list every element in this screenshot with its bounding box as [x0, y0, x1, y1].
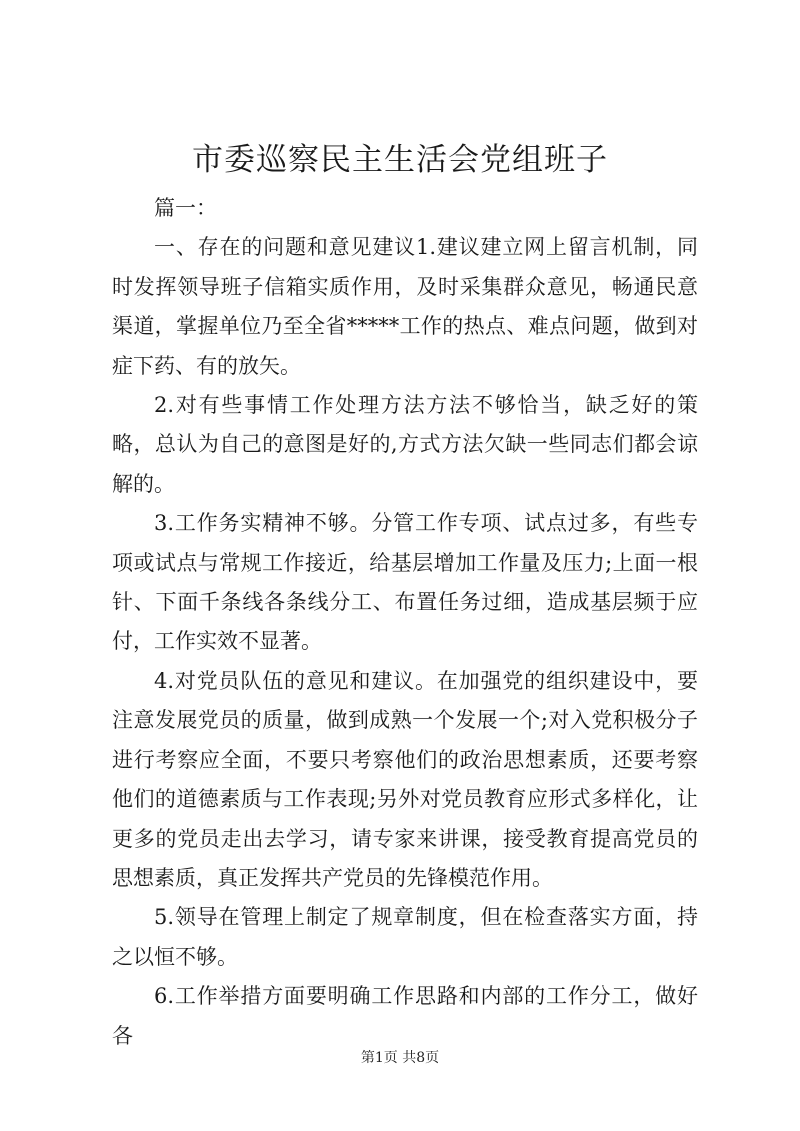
- paragraph-3: 3.工作务实精神不够。分管工作专项、试点过多，有些专项或试点与常规工作接近，给基层增加工作量及压力;上面一根针、下面千条线各条线分工、布置任务过细，造成基层频于应付，工作实效不显著。: [112, 511, 698, 654]
- paragraph-5: 5.领导在管理上制定了规章制度，但在检查落实方面，持之以恒不够。: [112, 905, 698, 969]
- document-body: [112, 189, 698, 1056]
- paragraph-1: 一、存在的问题和意见建议1.建议建立网上留言机制，同时发挥领导班子信箱实质作用，及时采集群众意见，畅通民意渠道，掌握单位乃至全省*****工作的热点、难点问题，做到对症下药、有的放矢。: [112, 235, 698, 378]
- paragraph-6: 6.工作举措方面要明确工作思路和内部的工作分工，做好各: [112, 984, 698, 1048]
- document-title: 市委巡察民主生活会党组班子: [192, 142, 608, 178]
- page-number-footer: 第1页 共8页: [360, 1050, 440, 1066]
- paragraph-2: 2.对有些事情工作处理方法方法不够恰当，缺乏好的策略，总认为自己的意图是好的,方式方法欠缺一些同志们都会谅解的。: [112, 393, 698, 496]
- section-heading: 篇一：: [154, 196, 217, 220]
- paragraph-4: 4.对党员队伍的意见和建议。在加强党的组织建设中，要注意发展党员的质量，做到成熟一个发展一个;对入党积极分子进行考察应全面，不要只考察他们的政治思想素质，还要考察他们的道德素质与工作表现;另外对党员教育应形式多样化，让更多的党员走出去学习，请专家来讲课，接受教育提高党员的思想素质，真正发挥共产党员的先锋模范作用。: [112, 668, 698, 890]
